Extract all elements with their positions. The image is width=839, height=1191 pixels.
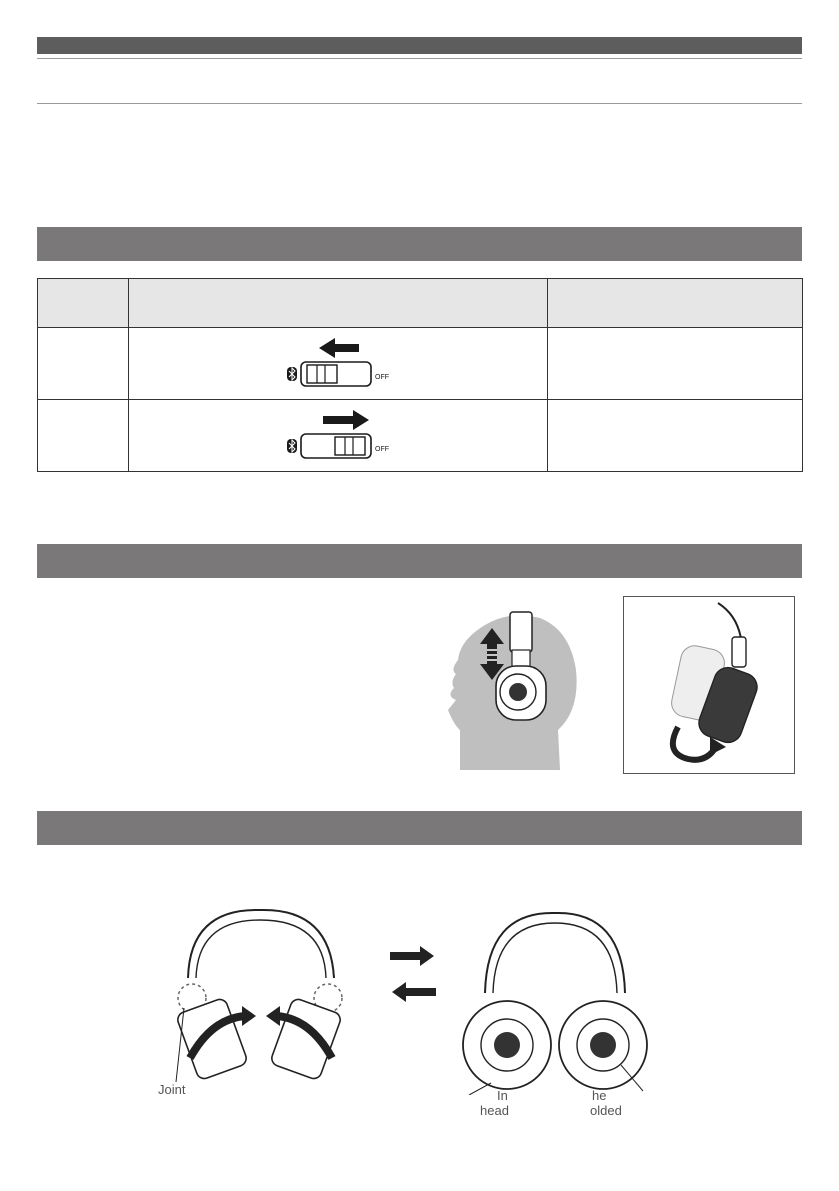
- section-bar-wearing: [37, 544, 802, 578]
- headband-slider: [510, 612, 532, 652]
- joint-label: Joint: [158, 1082, 186, 1097]
- arrow-right-icon: [390, 946, 434, 966]
- power-switch-on-illustration: [129, 328, 547, 394]
- table-row: [38, 328, 803, 400]
- earcup-left: [176, 997, 249, 1081]
- earcup-rotate-illustration: [624, 597, 794, 773]
- off-label: OFF: [375, 374, 389, 381]
- folded-label-head: head: [480, 1103, 509, 1118]
- folded-label-he: he: [592, 1088, 607, 1103]
- brand-logo-icon: [509, 683, 527, 701]
- table-cell: [548, 400, 803, 472]
- table-cell-switch-off: [129, 400, 548, 472]
- headband-inner: [196, 920, 326, 978]
- arrow-left-icon: [319, 338, 359, 358]
- brand-logo-icon: [494, 1032, 520, 1058]
- bluetooth-icon: [287, 439, 297, 453]
- table-cell: [38, 400, 129, 472]
- earcup-rotate-box: [623, 596, 795, 774]
- fold-direction-arrows: [388, 946, 438, 1006]
- arrow-left-icon: [392, 982, 436, 1002]
- arrow-right-icon: [323, 410, 369, 430]
- power-switch-off-illustration: [129, 400, 547, 466]
- table-header-cell: [548, 279, 803, 328]
- section-bar-folding: [37, 811, 802, 845]
- headphones-unfolded-illustration: [160, 900, 360, 1100]
- off-label: OFF: [375, 446, 389, 453]
- table-row: [38, 400, 803, 472]
- table-cell: [548, 328, 803, 400]
- headband-outer: [485, 913, 625, 993]
- earcup-right: [270, 997, 343, 1081]
- head-adjust-illustration: [440, 600, 580, 770]
- table-header-cell: [129, 279, 548, 328]
- headband-slider: [732, 637, 746, 667]
- headphones-folded-illustration: [455, 905, 655, 1095]
- section-bar-power-switch: [37, 227, 802, 261]
- power-switch-table: [37, 278, 803, 472]
- header-rule-bottom: [37, 103, 802, 104]
- table-cell-switch-on: [129, 328, 548, 400]
- headband-inner: [493, 923, 617, 993]
- bluetooth-icon: [287, 367, 297, 381]
- header-rule-top: [37, 58, 802, 59]
- table-cell: [38, 328, 129, 400]
- slide-switch: [301, 362, 371, 386]
- folded-label-in: In: [497, 1088, 508, 1103]
- leader-line-left: [469, 1083, 491, 1095]
- top-header-bar: [37, 37, 802, 54]
- table-header-cell: [38, 279, 129, 328]
- arrowhead: [242, 1006, 256, 1026]
- folded-label-olded: olded: [590, 1103, 622, 1118]
- brand-logo-icon: [590, 1032, 616, 1058]
- arrowhead: [266, 1006, 280, 1026]
- slide-switch: [301, 434, 371, 458]
- table-header-row: [38, 279, 803, 328]
